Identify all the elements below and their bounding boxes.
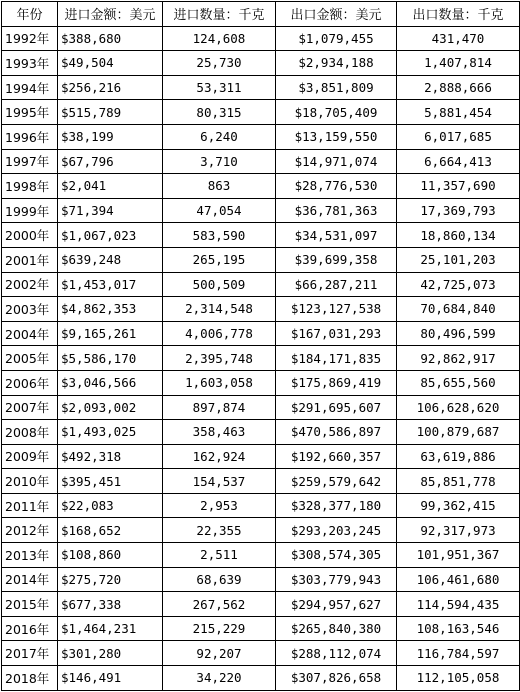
export-quantity-cell: 11,357,690 <box>397 174 520 199</box>
export-value-cell: $123,127,538 <box>276 297 397 322</box>
import-value-cell: $1,464,231 <box>58 616 163 641</box>
import-quantity-cell: 583,590 <box>163 223 276 248</box>
table-row <box>2 346 520 371</box>
export-value-cell: $13,159,550 <box>276 124 397 149</box>
table-row <box>2 26 520 51</box>
export-value-cell: $2,934,188 <box>276 51 397 76</box>
export-value-cell: $259,579,642 <box>276 469 397 494</box>
import-quantity-cell: 267,562 <box>163 592 276 617</box>
export-quantity-cell: 101,951,367 <box>397 543 520 568</box>
year-cell: 2018年 <box>2 666 58 691</box>
trade-table <box>1 1 520 691</box>
export-value-cell: $66,287,211 <box>276 272 397 297</box>
import-quantity-cell: 154,537 <box>163 469 276 494</box>
export-value-cell: $303,779,943 <box>276 567 397 592</box>
import-quantity-cell: 1,603,058 <box>163 370 276 395</box>
import-value-cell: $38,199 <box>58 124 163 149</box>
import-value-cell: $67,796 <box>58 149 163 174</box>
import-value-cell: $492,318 <box>58 444 163 469</box>
export-quantity-cell: 431,470 <box>397 26 520 51</box>
import-quantity-cell: 3,710 <box>163 149 276 174</box>
year-cell: 2002年 <box>2 272 58 297</box>
export-value-cell: $328,377,180 <box>276 493 397 518</box>
export-value-cell: $291,695,607 <box>276 395 397 420</box>
export-quantity-cell: 42,725,073 <box>397 272 520 297</box>
export-value-cell: $167,031,293 <box>276 321 397 346</box>
import-value-cell: $395,451 <box>58 469 163 494</box>
import-value-cell: $639,248 <box>58 247 163 272</box>
export-value-cell: $293,203,245 <box>276 518 397 543</box>
import-quantity-cell: 22,355 <box>163 518 276 543</box>
year-cell: 1999年 <box>2 198 58 223</box>
table-body <box>2 26 520 690</box>
import-value-cell: $515,789 <box>58 100 163 125</box>
year-cell: 1998年 <box>2 174 58 199</box>
export-quantity-cell: 6,017,685 <box>397 124 520 149</box>
export-value-cell: $39,699,358 <box>276 247 397 272</box>
export-value-cell: $18,705,409 <box>276 100 397 125</box>
table-row <box>2 469 520 494</box>
year-cell: 2000年 <box>2 223 58 248</box>
export-value-cell: $294,957,627 <box>276 592 397 617</box>
table-row <box>2 543 520 568</box>
export-value-cell: $175,869,419 <box>276 370 397 395</box>
table-row <box>2 124 520 149</box>
import-value-cell: $1,453,017 <box>58 272 163 297</box>
import-quantity-cell: 215,229 <box>163 616 276 641</box>
export-quantity-cell: 92,317,973 <box>397 518 520 543</box>
import-quantity-cell: 500,509 <box>163 272 276 297</box>
table-row <box>2 223 520 248</box>
import-quantity-cell: 92,207 <box>163 641 276 666</box>
table-row <box>2 297 520 322</box>
year-cell: 1993年 <box>2 51 58 76</box>
import-quantity-cell: 34,220 <box>163 666 276 691</box>
export-quantity-cell: 106,461,680 <box>397 567 520 592</box>
table-row <box>2 420 520 445</box>
year-cell: 1995年 <box>2 100 58 125</box>
import-quantity-cell: 162,924 <box>163 444 276 469</box>
export-quantity-cell: 63,619,886 <box>397 444 520 469</box>
table-row <box>2 518 520 543</box>
import-quantity-cell: 53,311 <box>163 75 276 100</box>
export-quantity-cell: 108,163,546 <box>397 616 520 641</box>
export-quantity-cell: 85,655,560 <box>397 370 520 395</box>
year-cell: 2015年 <box>2 592 58 617</box>
header-row <box>2 2 520 27</box>
export-quantity-cell: 6,664,413 <box>397 149 520 174</box>
import-value-cell: $168,652 <box>58 518 163 543</box>
year-cell: 2012年 <box>2 518 58 543</box>
year-cell: 2005年 <box>2 346 58 371</box>
export-quantity-cell: 92,862,917 <box>397 346 520 371</box>
header-export-value: 出口金额：美元 <box>276 2 397 27</box>
table-row <box>2 641 520 666</box>
table-row <box>2 321 520 346</box>
import-value-cell: $2,041 <box>58 174 163 199</box>
import-value-cell: $677,338 <box>58 592 163 617</box>
table-row <box>2 51 520 76</box>
import-value-cell: $3,046,566 <box>58 370 163 395</box>
year-cell: 1997年 <box>2 149 58 174</box>
header-export-quantity: 出口数量：千克 <box>397 2 520 27</box>
header-import-value: 进口金额：美元 <box>58 2 163 27</box>
export-quantity-cell: 116,784,597 <box>397 641 520 666</box>
import-value-cell: $108,860 <box>58 543 163 568</box>
export-quantity-cell: 112,105,058 <box>397 666 520 691</box>
export-quantity-cell: 99,362,415 <box>397 493 520 518</box>
export-quantity-cell: 1,407,814 <box>397 51 520 76</box>
table-row <box>2 198 520 223</box>
table-row <box>2 75 520 100</box>
year-cell: 2003年 <box>2 297 58 322</box>
table-row <box>2 616 520 641</box>
year-cell: 1994年 <box>2 75 58 100</box>
import-quantity-cell: 863 <box>163 174 276 199</box>
import-quantity-cell: 68,639 <box>163 567 276 592</box>
export-value-cell: $28,776,530 <box>276 174 397 199</box>
export-quantity-cell: 85,851,778 <box>397 469 520 494</box>
year-cell: 2014年 <box>2 567 58 592</box>
import-quantity-cell: 2,511 <box>163 543 276 568</box>
import-quantity-cell: 358,463 <box>163 420 276 445</box>
export-value-cell: $288,112,074 <box>276 641 397 666</box>
import-quantity-cell: 6,240 <box>163 124 276 149</box>
table-row <box>2 174 520 199</box>
year-cell: 2006年 <box>2 370 58 395</box>
export-quantity-cell: 2,888,666 <box>397 75 520 100</box>
table-row <box>2 666 520 691</box>
table-row <box>2 149 520 174</box>
import-value-cell: $146,491 <box>58 666 163 691</box>
table-row <box>2 592 520 617</box>
import-quantity-cell: 2,314,548 <box>163 297 276 322</box>
year-cell: 2001年 <box>2 247 58 272</box>
header-import-quantity: 进口数量：千克 <box>163 2 276 27</box>
header-year: 年份 <box>2 2 58 27</box>
import-value-cell: $2,093,002 <box>58 395 163 420</box>
import-value-cell: $22,083 <box>58 493 163 518</box>
import-value-cell: $71,394 <box>58 198 163 223</box>
export-quantity-cell: 114,594,435 <box>397 592 520 617</box>
import-quantity-cell: 47,054 <box>163 198 276 223</box>
year-cell: 1996年 <box>2 124 58 149</box>
import-value-cell: $1,067,023 <box>58 223 163 248</box>
import-value-cell: $9,165,261 <box>58 321 163 346</box>
import-quantity-cell: 4,006,778 <box>163 321 276 346</box>
export-value-cell: $265,840,380 <box>276 616 397 641</box>
export-quantity-cell: 5,881,454 <box>397 100 520 125</box>
table-row <box>2 444 520 469</box>
table-row <box>2 395 520 420</box>
export-value-cell: $14,971,074 <box>276 149 397 174</box>
import-value-cell: $4,862,353 <box>58 297 163 322</box>
import-value-cell: $301,280 <box>58 641 163 666</box>
export-quantity-cell: 100,879,687 <box>397 420 520 445</box>
import-quantity-cell: 2,395,748 <box>163 346 276 371</box>
year-cell: 2017年 <box>2 641 58 666</box>
export-quantity-cell: 25,101,203 <box>397 247 520 272</box>
year-cell: 2004年 <box>2 321 58 346</box>
import-value-cell: $388,680 <box>58 26 163 51</box>
table-row <box>2 370 520 395</box>
export-value-cell: $308,574,305 <box>276 543 397 568</box>
import-value-cell: $5,586,170 <box>58 346 163 371</box>
year-cell: 1992年 <box>2 26 58 51</box>
import-value-cell: $275,720 <box>58 567 163 592</box>
import-quantity-cell: 897,874 <box>163 395 276 420</box>
export-quantity-cell: 18,860,134 <box>397 223 520 248</box>
export-value-cell: $1,079,455 <box>276 26 397 51</box>
export-quantity-cell: 106,628,620 <box>397 395 520 420</box>
export-quantity-cell: 17,369,793 <box>397 198 520 223</box>
export-value-cell: $3,851,809 <box>276 75 397 100</box>
export-value-cell: $34,531,097 <box>276 223 397 248</box>
year-cell: 2009年 <box>2 444 58 469</box>
import-quantity-cell: 80,315 <box>163 100 276 125</box>
export-value-cell: $470,586,897 <box>276 420 397 445</box>
import-value-cell: $1,493,025 <box>58 420 163 445</box>
export-quantity-cell: 80,496,599 <box>397 321 520 346</box>
table-row <box>2 567 520 592</box>
table-row <box>2 493 520 518</box>
year-cell: 2007年 <box>2 395 58 420</box>
table-row <box>2 247 520 272</box>
import-quantity-cell: 265,195 <box>163 247 276 272</box>
table-row <box>2 100 520 125</box>
year-cell: 2010年 <box>2 469 58 494</box>
export-value-cell: $184,171,835 <box>276 346 397 371</box>
import-quantity-cell: 25,730 <box>163 51 276 76</box>
import-value-cell: $49,504 <box>58 51 163 76</box>
year-cell: 2016年 <box>2 616 58 641</box>
export-value-cell: $192,660,357 <box>276 444 397 469</box>
import-quantity-cell: 2,953 <box>163 493 276 518</box>
import-value-cell: $256,216 <box>58 75 163 100</box>
year-cell: 2013年 <box>2 543 58 568</box>
table-row <box>2 272 520 297</box>
export-value-cell: $36,781,363 <box>276 198 397 223</box>
export-quantity-cell: 70,684,840 <box>397 297 520 322</box>
year-cell: 2008年 <box>2 420 58 445</box>
year-cell: 2011年 <box>2 493 58 518</box>
export-value-cell: $307,826,658 <box>276 666 397 691</box>
import-quantity-cell: 124,608 <box>163 26 276 51</box>
